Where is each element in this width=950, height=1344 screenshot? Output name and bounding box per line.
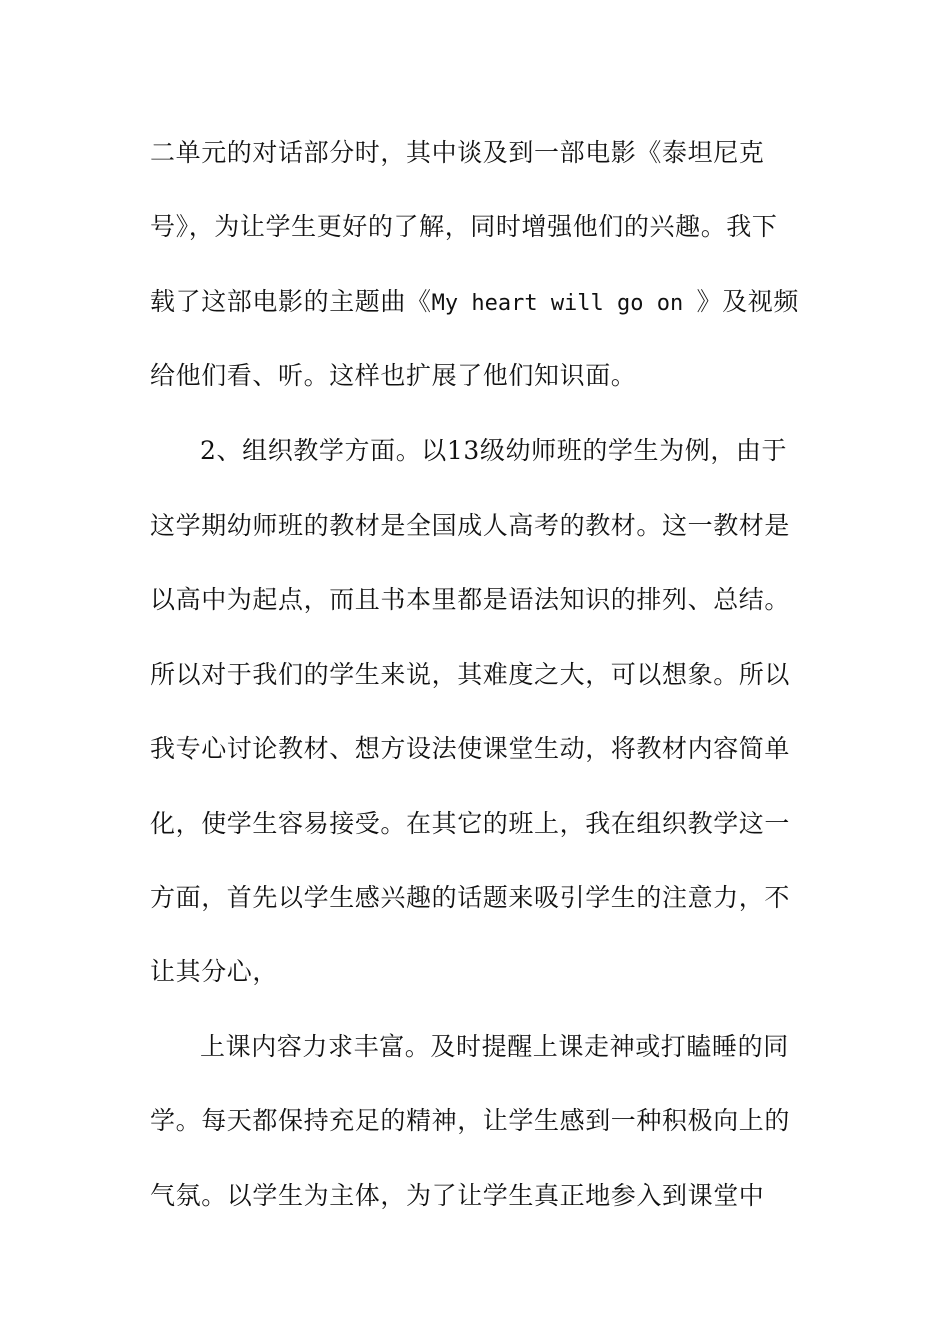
text-line: 学。每天都保持充足的精神，让学生感到一种积极向上的 — [150, 1106, 791, 1135]
text-line: 以高中为起点，而且书本里都是语法知识的排列、总结。 — [150, 585, 791, 614]
text-line: 给他们看、听。这样也扩展了他们知识面。 — [150, 361, 637, 390]
paragraph-start-line: 2、组织教学方面。以13级幼师班的学生为例，由于 — [200, 436, 788, 465]
text-line: 号》，为让学生更好的了解，同时增强他们的兴趣。我下 — [150, 212, 778, 241]
text-line — [150, 282, 810, 322]
text-line: 我专心讨论教材、想方设法使课堂生动，将教材内容简单 — [150, 734, 791, 763]
text-line: 所以对于我们的学生来说，其难度之大，可以想象。所以 — [150, 660, 791, 689]
text-line: 气氛。以学生为主体，为了让学生真正地参入到课堂中 — [150, 1181, 765, 1210]
song-title: My heart will go on — [431, 291, 697, 316]
text-line: 化，使学生容易接受。在其它的班上，我在组织教学这一 — [150, 809, 791, 838]
text-line: 二单元的对话部分时，其中谈及到一部电影《泰坦尼克 — [150, 138, 765, 167]
text-line: 这学期幼师班的教材是全国成人高考的教材。这一教材是 — [150, 511, 791, 540]
paragraph-start-line: 上课内容力求丰富。及时提醒上课走神或打瞌睡的同 — [200, 1032, 789, 1061]
text-segment: 》及视频 — [696, 287, 799, 316]
text-line: 让其分心， — [150, 957, 279, 986]
text-line: 方面，首先以学生感兴趣的话题来吸引学生的注意力，不 — [150, 883, 791, 912]
text-segment: 载了这部电影的主题曲《 — [150, 287, 432, 316]
